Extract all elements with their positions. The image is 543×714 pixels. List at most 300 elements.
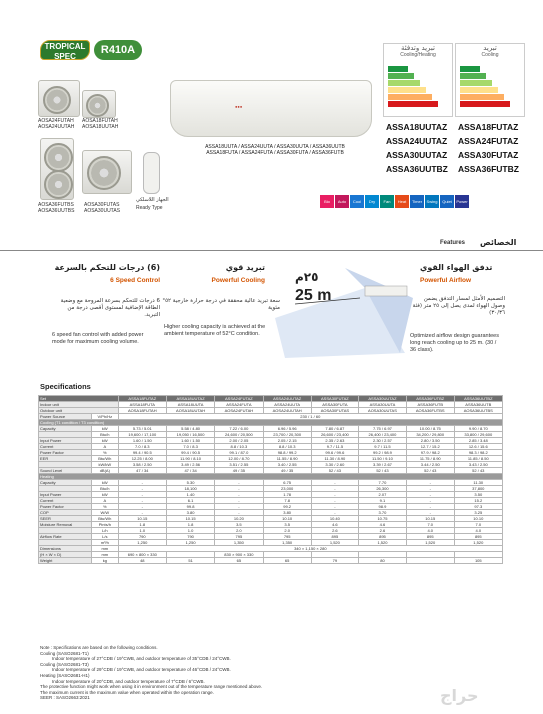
remote-label-ar: الجهاز اللاسلكي <box>136 197 169 203</box>
table-cell: AOSA18UUTAH <box>166 408 214 414</box>
table-cell: - <box>215 504 263 510</box>
row-label: COP <box>39 510 92 516</box>
r410a-logo: R410A <box>94 40 142 60</box>
table-cell: 33,800 / 29,600 <box>454 432 502 438</box>
table-cell: 1,520 <box>454 540 502 546</box>
table-cell: 2.0 <box>215 528 263 534</box>
table-cell: 23,000 <box>263 486 311 492</box>
table-cell: 97.9 / 98.2 <box>406 450 454 456</box>
table-cell: 1.78 <box>263 492 311 498</box>
table-cell: ASSA18UUTA <box>166 402 214 408</box>
table-header-cell: ASSA18FUTAZ <box>118 396 166 402</box>
table-cell: 830 × 900 × 330 <box>215 552 263 558</box>
table-cell: 7.22 / 6.00 <box>215 426 263 432</box>
brand-mark: ●●● <box>235 104 243 109</box>
note-line: Indoor temperature of 27°CDB / 19°CWB, and outdoor temperature of 35°CDB / 24°CWB. <box>52 656 231 662</box>
row-unit: mm <box>92 546 119 552</box>
note-line: Note : Specifications are based on the following conditions. <box>40 645 158 650</box>
table-cell: - <box>406 480 454 486</box>
table-header-cell: ASSA36FUTBZ <box>406 396 454 402</box>
note-line: Indoor temperature of 29°CDB / 19°CWB, and outdoor temperature of 46°CDB / 24°CWB. <box>52 667 231 673</box>
row-unit: kW/kW <box>92 462 119 468</box>
table-cell: - <box>311 492 358 498</box>
table-cell: 12.7 / 15.2 <box>406 444 454 450</box>
table-cell: 24,600 / 20,500 <box>215 432 263 438</box>
table-cell: 1.60 / 1.50 <box>166 438 214 444</box>
table-cell: 3.58 / 2.50 <box>118 462 166 468</box>
model-name: ASSA24FUTAZ <box>458 136 519 146</box>
table-group-cell: Cooling (T1 condition / T3 condition) <box>39 420 503 426</box>
table-cell: 11.75 / 8.90 <box>406 456 454 462</box>
table-cell: - <box>215 486 263 492</box>
table-cell: ASSA18FUTA <box>118 402 166 408</box>
table-cell: ASSA36FUTB <box>406 402 454 408</box>
table-cell: 3.40 / 2.55 <box>263 462 311 468</box>
table-cell: 3.80 <box>263 510 311 516</box>
row-label: Capacity <box>39 426 92 432</box>
table-cell: 52 / 43 <box>454 468 502 474</box>
row-unit: Pints/h <box>92 522 119 528</box>
table-cell: 8.8 / 10.3 <box>263 444 311 450</box>
model-name: ASSA24UUTAZ <box>386 136 448 146</box>
row-unit: mm <box>92 552 119 558</box>
table-cell: - <box>311 486 358 492</box>
table-cell: - <box>406 486 454 492</box>
outdoor-unit-caption: AOSA30FUTAS AOSA30UUTAS <box>84 202 121 214</box>
outdoor-unit-caption: AOSA18FUTAH AOSA18UUTAH <box>82 118 119 130</box>
energy-rating-cooling <box>455 43 525 117</box>
row-label: Power Factor <box>39 504 92 510</box>
table-header-cell: Set <box>39 396 119 402</box>
table-cell: 6.1 <box>166 498 214 504</box>
table-cell: 895 <box>311 534 358 540</box>
feature-title-ar: (6) درجات للتحكم بالسرعة <box>54 263 160 272</box>
energy-rating-cooling-heating <box>383 43 453 117</box>
table-cell: 7.0 <box>454 522 502 528</box>
row-label: SEER <box>39 516 92 522</box>
table-cell: 795 <box>215 534 263 540</box>
table-cell: 4.0 <box>454 528 502 534</box>
table-cell: - <box>406 510 454 516</box>
quiet-icon: Quiet <box>440 195 454 208</box>
table-cell: 18,100 <box>166 486 214 492</box>
table-cell: 2.30 / 2.57 <box>359 438 407 444</box>
table-cell: 9.90 / 8.70 <box>454 426 502 432</box>
row-unit: % <box>92 450 119 456</box>
table-cell: 15.2 <box>454 498 502 504</box>
table-cell: 10.75 <box>359 516 407 522</box>
feature-text-en: Optimized airflow design guarantees long reach cooling up to 25 m. (30 / 36 class). <box>410 333 499 353</box>
table-cell: 340 × 1,150 × 280 <box>118 546 502 552</box>
table-cell: 11.55 / 8.90 <box>263 456 311 462</box>
table-cell: AOSA18FUTAH <box>118 408 166 414</box>
table-cell: 1,250 <box>118 540 166 546</box>
table-cell: 99.2 <box>263 504 311 510</box>
table-cell: - <box>118 480 166 486</box>
table-cell: 11.30 <box>454 480 502 486</box>
table-cell: 7.75 / 6.97 <box>359 426 407 432</box>
feature-text-ar: التصميم الأمثل لمسار التدفق يضمن وصول الهواء لمدى يصل إلى ٢٥ متر (فئة ٣٠/٣٦) <box>412 296 505 316</box>
table-cell: - <box>406 498 454 504</box>
table-cell: 10.15 <box>406 516 454 522</box>
table-cell: 1.0 <box>166 528 214 534</box>
row-label: Sound Level <box>39 468 92 474</box>
table-cell: 105 <box>454 558 502 564</box>
table-cell: 98.9 <box>359 504 407 510</box>
table-cell: 3.39 / 2.67 <box>359 462 407 468</box>
table-cell: AOSA24FUTAH <box>215 408 263 414</box>
table-cell: - <box>406 504 454 510</box>
feature-title-en: Powerful Cooling <box>211 277 265 284</box>
note-line: The protective function might work when using it in environment out of the temperature range mentioned above. <box>40 684 263 690</box>
table-cell: 7.0 / 8.3 <box>118 444 166 450</box>
row-unit: Btu/Wh <box>92 516 119 522</box>
table-cell: 3.25 <box>454 510 502 516</box>
table-cell: 790 <box>118 534 166 540</box>
rating-title-en: Cooling/Heating <box>400 52 436 58</box>
table-cell: - <box>215 510 263 516</box>
table-cell: 7.0 <box>406 522 454 528</box>
table-header-cell: ASSA36UUTBZ <box>454 396 502 402</box>
table-cell: 230 / 1 / 60 <box>118 414 502 420</box>
row-unit: V/Ph/Hz <box>92 414 119 420</box>
haraj-watermark: حراج <box>440 686 479 705</box>
table-cell: 10.10 <box>263 516 311 522</box>
feature-title-en: 6 Speed Control <box>110 277 160 284</box>
table-cell: 1.8 <box>166 522 214 528</box>
row-label: Power Factor <box>39 450 92 456</box>
auto-icon: Auto <box>335 195 349 208</box>
table-header-cell: ASSA24UUTAZ <box>263 396 311 402</box>
table-cell: - <box>118 492 166 498</box>
outdoor-unit-caption: AOSA36FUTBS AOSA36UUTBS <box>38 202 75 214</box>
rating-title-en: Cooling <box>481 52 499 58</box>
table-cell: 1.8 <box>118 522 166 528</box>
table-cell: 99.2 / 98.9 <box>359 450 407 456</box>
row-unit: m³/h <box>92 540 119 546</box>
fan-icon: Fan <box>380 195 394 208</box>
note-line: The maximum current is the maximum value when operated within the operation range. <box>40 689 214 695</box>
table-cell: 6.96 / 5.96 <box>263 426 311 432</box>
power-icon: Power <box>455 195 469 208</box>
table-cell: 2.85 / 3.48 <box>454 438 502 444</box>
table-cell: 10.15 <box>118 516 166 522</box>
table-cell: 3.5 <box>215 522 263 528</box>
table-cell: 7.80 / 6.87 <box>311 426 358 432</box>
table-cell: 19,600 / 17,100 <box>118 432 166 438</box>
row-label: Weight <box>39 558 92 564</box>
timer-icon: Timer <box>410 195 424 208</box>
table-cell: 10.10 <box>454 516 502 522</box>
table-cell: 4.0 <box>406 528 454 534</box>
table-cell: 2.80 / 3.50 <box>406 438 454 444</box>
table-cell: 99.1 / 87.0 <box>215 450 263 456</box>
features-heading-en: Features <box>440 240 466 246</box>
table-cell: 26,600 / 23,400 <box>311 432 358 438</box>
note-line: Cooling (SASO2681-T1) <box>40 650 89 656</box>
table-cell: 6.75 <box>263 480 311 486</box>
table-cell: 12.6 / 15.6 <box>454 444 502 450</box>
table-cell: 895 <box>454 534 502 540</box>
table-cell: 1,520 <box>406 540 454 546</box>
table-cell: 4.6 <box>311 522 358 528</box>
table-cell: - <box>215 492 263 498</box>
feature-title-ar: تدفق الهواء القوي <box>420 263 493 272</box>
outdoor-unit-image <box>82 150 132 194</box>
table-cell: 65 <box>215 558 263 564</box>
table-cell: 49 / 35 <box>215 468 263 474</box>
table-cell: ASSA36UUTB <box>454 402 502 408</box>
table-cell: 3.5 <box>263 522 311 528</box>
bio-icon: Bio <box>320 195 334 208</box>
table-group-cell: Heating <box>39 474 503 480</box>
table-cell: 2.0 <box>263 528 311 534</box>
row-label: Capacity <box>39 480 92 486</box>
table-cell: 2.05 / 2.15 <box>263 438 311 444</box>
table-cell <box>406 558 454 564</box>
table-cell: AOSA30UUTAS <box>359 408 407 414</box>
row-unit: kW <box>92 438 119 444</box>
feature-title-en: Powerful Airflow <box>420 277 472 284</box>
cool-icon: Cool <box>350 195 364 208</box>
row-unit: Btu/h <box>92 486 119 492</box>
table-cell: - <box>311 510 358 516</box>
table-cell: 7.8 <box>263 498 311 504</box>
table-cell: - <box>118 504 166 510</box>
table-cell: ASSA24FUTA <box>215 402 263 408</box>
table-cell: ASSA30FUTA <box>311 402 358 408</box>
table-row <box>39 558 503 564</box>
table-cell: 80 <box>359 558 407 564</box>
table-cell: 48 <box>118 558 166 564</box>
model-name: ASSA30FUTAZ <box>458 150 519 160</box>
table-cell: - <box>311 504 358 510</box>
remote-control-image <box>143 152 160 194</box>
row-unit: kW <box>92 426 119 432</box>
table-cell: 2.00 / 2.05 <box>215 438 263 444</box>
model-name: ASSA18FUTAZ <box>458 122 519 132</box>
row-label: EER <box>39 456 92 462</box>
table-cell: 99.4 / 90.5 <box>118 450 166 456</box>
table-cell: 1,520 <box>359 540 407 546</box>
feature-text-ar: 6 درجات للتحكم بسرعة المروحة مع وضعية الطاقة الإضافية لمستوى أقصى درجة من التبريد. <box>60 298 160 318</box>
table-cell: 11.30 / 8.90 <box>311 456 358 462</box>
outdoor-unit-caption: AOSA24FUTAH AOSA24UUTAH <box>38 118 75 130</box>
table-header-cell: ASSA24FUTAZ <box>215 396 263 402</box>
table-cell: - <box>118 498 166 504</box>
rating-title-ar: تبريد وتدفئة <box>401 44 435 52</box>
model-name: ASSA30UUTAZ <box>386 150 448 160</box>
table-cell: Indoor unit <box>39 402 119 408</box>
row-label: Input Power <box>39 492 92 498</box>
table-cell: Outdoor unit <box>39 408 119 414</box>
table-cell: 51 <box>166 558 214 564</box>
table-cell: 52 / 43 <box>311 468 358 474</box>
table-cell: 49 / 35 <box>263 468 311 474</box>
heat-icon: Heat <box>395 195 409 208</box>
table-cell: 790 <box>166 534 214 540</box>
tropical-spec-logo: TROPICAL SPEC <box>40 40 90 60</box>
table-cell: ASSA24UUTA <box>263 402 311 408</box>
model-name: ASSA18UUTAZ <box>386 122 448 132</box>
row-unit: A <box>92 498 119 504</box>
rating-title-ar: تبريد <box>483 44 497 52</box>
table-cell: 9.7 / 11.5 <box>311 444 358 450</box>
table-cell: 3.30 / 2.60 <box>311 462 358 468</box>
table-cell: AOSA36UUTBS <box>454 408 502 414</box>
note-line: Heating (SASO2681-H1) <box>40 672 90 678</box>
row-unit: kg <box>92 558 119 564</box>
dry-icon: Dry <box>365 195 379 208</box>
table-header-cell: ASSA18UUTAZ <box>166 396 214 402</box>
table-cell: 9.7 / 11.5 <box>359 444 407 450</box>
table-cell: 10.20 <box>215 516 263 522</box>
table-cell: 3.50 <box>454 492 502 498</box>
table-cell: 23,700 / 20,300 <box>263 432 311 438</box>
row-label: Airflow Rate <box>39 534 92 540</box>
table-cell: ASSA30UUTA <box>359 402 407 408</box>
table-cell: 7.70 <box>359 480 407 486</box>
table-cell: 12.25 / 8.00 <box>118 456 166 462</box>
remote-label-en: Ready Type <box>136 205 163 211</box>
features-heading-ar: الخصائص <box>480 238 517 247</box>
row-unit: L/h <box>92 528 119 534</box>
table-cell: AOSA30FUTAS <box>311 408 358 414</box>
note-line: Cooling (SASO2681-T3) <box>40 661 89 667</box>
table-cell: AOSA24UUTAH <box>263 408 311 414</box>
table-cell: 10.15 <box>166 516 214 522</box>
table-cell: 3.44 / 2.50 <box>406 462 454 468</box>
table-cell: 8.8 / 10.3 <box>215 444 263 450</box>
table-cell: 1,350 <box>215 540 263 546</box>
indoor-caption: ASSA18UUTA / ASSA24UUTA / ASSA30UUTA / ASSA36UUTB ASSA18FUTA / ASSA24FUTA / ASSA30FUTA / ASSA36FUTB <box>205 144 345 156</box>
table-cell: 11.85 / 8.50 <box>454 456 502 462</box>
table-cell: 11.50 / 9.10 <box>359 456 407 462</box>
specifications-title: Specifications <box>40 382 91 391</box>
table-cell: 7.0 / 8.3 <box>166 444 214 450</box>
outdoor-unit-image <box>40 138 74 200</box>
table-cell: 97.3 <box>454 504 502 510</box>
table-cell: 79 <box>311 558 358 564</box>
row-label: Current <box>39 444 92 450</box>
feature-text-en: 6 speed fan control with added power mode for maximum cooling volume. <box>52 332 144 345</box>
table-cell: 26,400 / 23,400 <box>359 432 407 438</box>
table-cell: 34,200 / 29,800 <box>406 432 454 438</box>
row-label: Dimensions <box>39 546 92 552</box>
table-cell: 19,050 / 16,500 <box>166 432 214 438</box>
row-label: (H × W × D) <box>39 552 92 558</box>
table-cell: 3.80 <box>166 510 214 516</box>
row-unit: dB(A) <box>92 468 119 474</box>
table-cell: 895 <box>406 534 454 540</box>
specifications-table <box>38 395 503 564</box>
table-cell: - <box>215 498 263 504</box>
table-cell: 37,800 <box>454 486 502 492</box>
table-cell: - <box>118 486 166 492</box>
row-label: Moisture Removal <box>39 522 92 528</box>
note-line: SEER : SASO2663:2021 <box>40 695 90 701</box>
table-cell: 4.6 <box>359 522 407 528</box>
table-cell: - <box>118 510 166 516</box>
table-header-cell: ASSA30UUTAZ <box>359 396 407 402</box>
table-cell: 3.51 / 2.55 <box>215 462 263 468</box>
table-cell: 99.6 / 99.6 <box>311 450 358 456</box>
outdoor-unit-image <box>82 90 116 118</box>
table-cell: 99.8 <box>166 504 214 510</box>
table-cell: 11.90 / 8.10 <box>166 456 214 462</box>
table-cell: 2.6 <box>311 528 358 534</box>
feature-text-ar: سعة تبريد عالية محققة في درجة حرارة خارجية ٥٢° مئوية <box>162 298 280 311</box>
table-cell: 1.60 / 1.50 <box>118 438 166 444</box>
feature-icons-row <box>320 195 470 209</box>
table-cell: 5.58 / 4.80 <box>166 426 214 432</box>
table-cell: 65 <box>263 558 311 564</box>
table-cell: 2.6 <box>359 528 407 534</box>
table-cell: 1,250 <box>166 540 214 546</box>
table-cell: 1,350 <box>263 540 311 546</box>
table-cell: 12.00 / 8.70 <box>215 456 263 462</box>
table-cell: 47 / 34 <box>166 468 214 474</box>
table-cell: 98.8 / 99.2 <box>263 450 311 456</box>
table-cell: 3.43 / 2.50 <box>454 462 502 468</box>
table-cell: 99.4 / 90.5 <box>166 450 214 456</box>
model-name: ASSA36FUTBZ <box>458 164 519 174</box>
note-line: Indoor temperature of 20°CDB, and outdoor temperature of 7°CDB / 6°CWB. <box>52 678 205 684</box>
feature-title-ar: تبريد قوي <box>225 263 265 272</box>
model-name: ASSA36UUTBZ <box>386 164 448 174</box>
airflow-distance-en: 25 m <box>295 287 332 304</box>
table-cell: 895 <box>359 534 407 540</box>
table-cell: 52 / 43 <box>406 468 454 474</box>
table-cell: 10.00 / 8.75 <box>406 426 454 432</box>
table-cell: 3.70 <box>359 510 407 516</box>
table-cell: 690 × 800 × 330 <box>118 552 166 558</box>
table-cell: 1,520 <box>311 540 358 546</box>
table-cell: 5.30 <box>166 480 214 486</box>
row-unit: A <box>92 444 119 450</box>
table-cell: - <box>311 480 358 486</box>
table-cell: 52 / 43 <box>359 468 407 474</box>
swing-icon: Swing <box>425 195 439 208</box>
airflow-distance-ar: ٢٥م <box>295 270 319 284</box>
row-label: Input Power <box>39 438 92 444</box>
feature-text-en: Higher cooling capacity is achieved at the ambient temperature of 52°C condition. <box>164 324 266 337</box>
row-unit: kW <box>92 480 119 486</box>
table-cell: 98.3 / 98.2 <box>454 450 502 456</box>
row-label: Power Source <box>39 414 92 420</box>
table-cell: - <box>311 498 358 504</box>
row-unit: Btu/h <box>92 432 119 438</box>
table-cell: 1.0 <box>118 528 166 534</box>
table-cell: 47 / 34 <box>118 468 166 474</box>
table-cell: 1.40 <box>166 492 214 498</box>
model-list <box>386 120 536 176</box>
table-cell: 5.73 / 5.01 <box>118 426 166 432</box>
table-cell: 2.35 / 2.63 <box>311 438 358 444</box>
specification-notes <box>40 645 470 701</box>
table-cell: AOSA36FUTBS <box>406 408 454 414</box>
outdoor-unit-image <box>38 80 80 117</box>
table-cell: 9.1 <box>359 498 407 504</box>
row-unit: Btu/Wh <box>92 456 119 462</box>
table-header-cell: ASSA30FUTAZ <box>311 396 358 402</box>
row-unit: kW <box>92 492 119 498</box>
table-cell: - <box>215 480 263 486</box>
row-unit: L/s <box>92 534 119 540</box>
row-unit: W/W <box>92 510 119 516</box>
table-cell: 3.49 / 2.56 <box>166 462 214 468</box>
table-cell: 10.40 <box>311 516 358 522</box>
